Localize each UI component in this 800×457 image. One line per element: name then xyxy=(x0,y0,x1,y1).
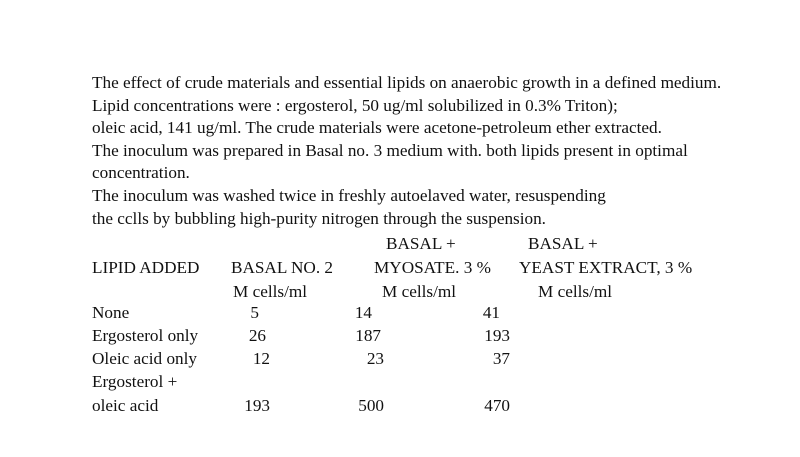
cell-basal: 26 xyxy=(248,326,266,345)
caption-line: The inoculum was washed twice in freshly autoelaved water, resuspending xyxy=(92,185,606,205)
cell-myosate: 23 xyxy=(366,349,384,368)
cell-myosate: 14 xyxy=(354,303,372,322)
header-lipid-added: LIPID ADDED xyxy=(92,258,200,277)
cell-myosate: 500 xyxy=(358,396,384,415)
header-basal-plus-yeast: BASAL + xyxy=(528,234,598,253)
row-label-continued: oleic acid xyxy=(92,396,159,415)
cell-yeast: 470 xyxy=(484,396,510,415)
caption-line: concentration. xyxy=(92,163,190,183)
caption-line: Lipid concentrations were : ergosterol, 50 ug/ml solubilized in 0.3% Triton); xyxy=(92,95,618,115)
caption-line: The inoculum was prepared in Basal no. 3 medium with. both lipids present in optimal xyxy=(92,140,688,160)
cell-yeast: 193 xyxy=(484,326,510,345)
row-label: None xyxy=(92,303,130,322)
cell-yeast: 41 xyxy=(482,303,500,322)
units-basal: M cells/ml xyxy=(233,282,307,301)
row-label: Ergosterol only xyxy=(92,326,199,345)
cell-basal: 193 xyxy=(244,396,270,415)
header-basal-plus-myosate: BASAL + xyxy=(386,234,456,253)
header-myosate: MYOSATE. 3 % xyxy=(374,258,491,277)
caption-line: the cclls by bubbling high-purity nitrogen through the suspension. xyxy=(92,208,546,228)
cell-myosate: 187 xyxy=(355,326,381,345)
row-label: Ergosterol + xyxy=(92,372,178,391)
units-yeast: M cells/ml xyxy=(538,282,612,301)
cell-yeast: 37 xyxy=(492,349,510,368)
cell-basal: 12 xyxy=(252,349,270,368)
cell-basal: 5 xyxy=(250,303,259,322)
caption-line: The effect of crude materials and essential lipids on anaerobic growth in a defined medium. xyxy=(92,73,722,92)
units-myosate: M cells/ml xyxy=(382,282,456,301)
row-label: Oleic acid only xyxy=(92,349,197,368)
header-basal-no-2: BASAL NO. 2 xyxy=(231,258,334,277)
header-yeast-extract: YEAST EXTRACT, 3 % xyxy=(519,258,693,277)
caption-line: oleic acid, 141 ug/ml. The crude materials were acetone-petroleum ether extracted. xyxy=(92,118,662,138)
